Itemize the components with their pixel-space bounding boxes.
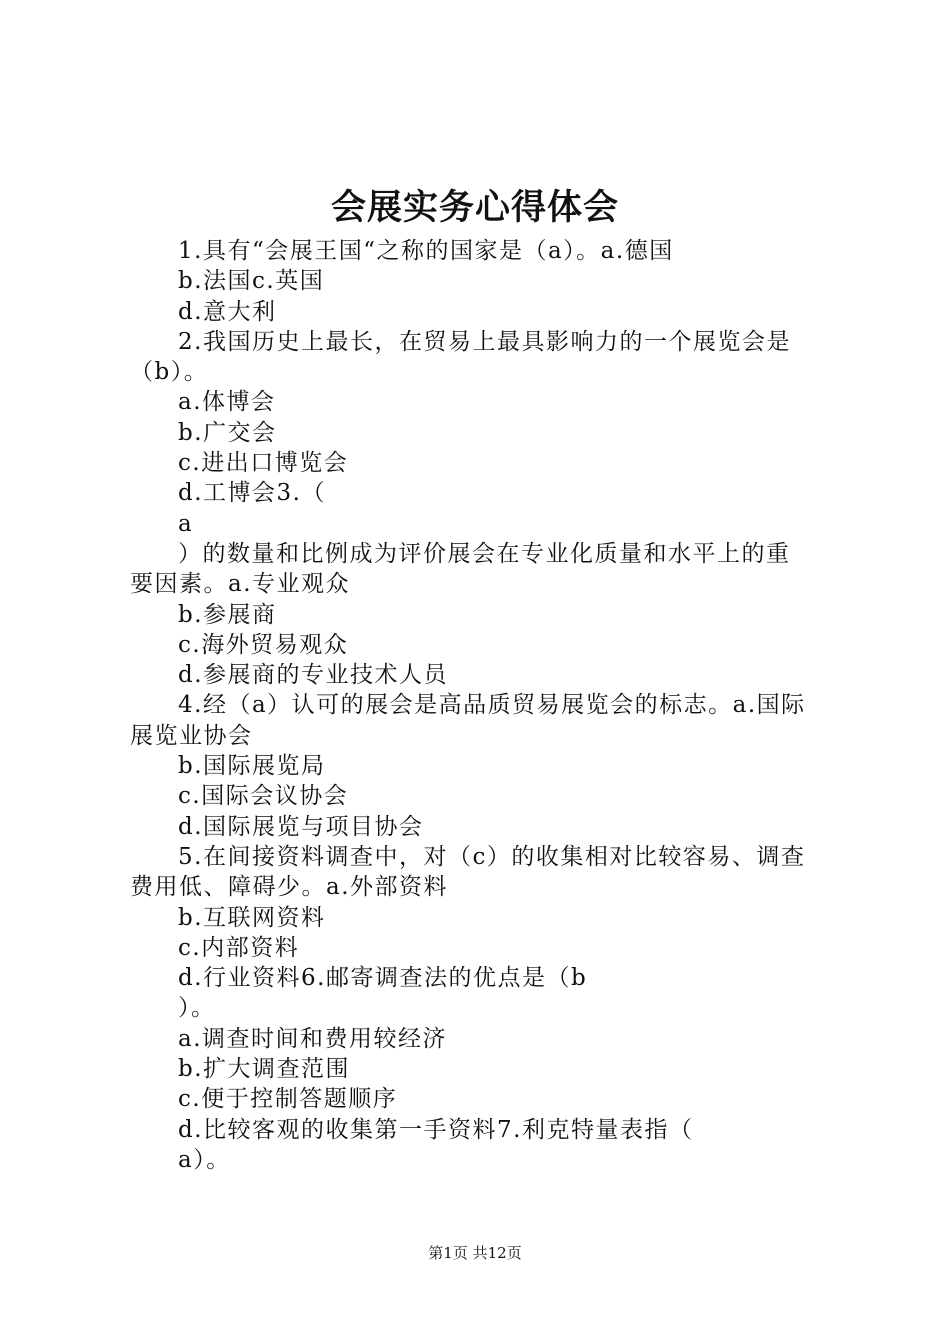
text-line: a <box>178 510 194 537</box>
text-line: b.国际展览局 <box>178 753 326 780</box>
text-line: 费用低、障碍少。a.外部资料 <box>130 874 449 901</box>
text-line: d.行业资料6.邮寄调查法的优点是（b <box>178 965 588 992</box>
text-line: 展览业协会 <box>130 722 253 749</box>
document-title: 会展实务心得体会 <box>330 187 619 228</box>
text-line: b.法国c.英国 <box>178 268 325 295</box>
text-line: a.体博会 <box>178 389 276 416</box>
text-line: ）。 <box>178 995 216 1022</box>
text-line: d.工博会3.（ <box>178 480 326 507</box>
text-line: d.国际展览与项目协会 <box>178 813 424 840</box>
text-line: b.互联网资料 <box>178 904 326 931</box>
text-line: ）的数量和比例成为评价展会在专业化质量和水平上的重 <box>178 540 791 567</box>
text-line: b.扩大调查范围 <box>178 1056 351 1083</box>
document-body <box>130 236 834 1175</box>
text-line: c.进出口博览会 <box>178 450 349 477</box>
text-line: 2.我国历史上最长，在贸易上最具影响力的一个展览会是 <box>178 328 791 355</box>
text-line: d.参展商的专业技术人员 <box>178 662 449 689</box>
text-line: d.意大利 <box>178 298 277 325</box>
text-line: c.海外贸易观众 <box>178 631 349 658</box>
text-line: b.参展商 <box>178 601 277 628</box>
text-line: 4.经（a）认可的展会是高品质贸易展览会的标志。a.国际 <box>178 692 806 719</box>
text-line: b.广交会 <box>178 419 277 446</box>
text-line: d.比较客观的收集第一手资料7.利克特量表指（ <box>178 1116 694 1143</box>
text-line: c.国际会议协会 <box>178 783 349 810</box>
text-line: （b）。 <box>130 359 209 386</box>
text-line: 1.具有“会展王国“之称的国家是（a）。a.德国 <box>178 238 674 264</box>
page-footer: 第1页 共12页 <box>428 1244 522 1262</box>
text-line: c.内部资料 <box>178 934 300 961</box>
text-line: 5.在间接资料调查中，对（c）的收集相对比较容易、调查 <box>178 843 806 870</box>
text-line: c.便于控制答题顺序 <box>178 1086 398 1113</box>
text-line: 要因素。a.专业观众 <box>130 571 351 598</box>
text-line: a）。 <box>178 1146 231 1173</box>
text-line: a.调查时间和费用较经济 <box>178 1025 448 1052</box>
